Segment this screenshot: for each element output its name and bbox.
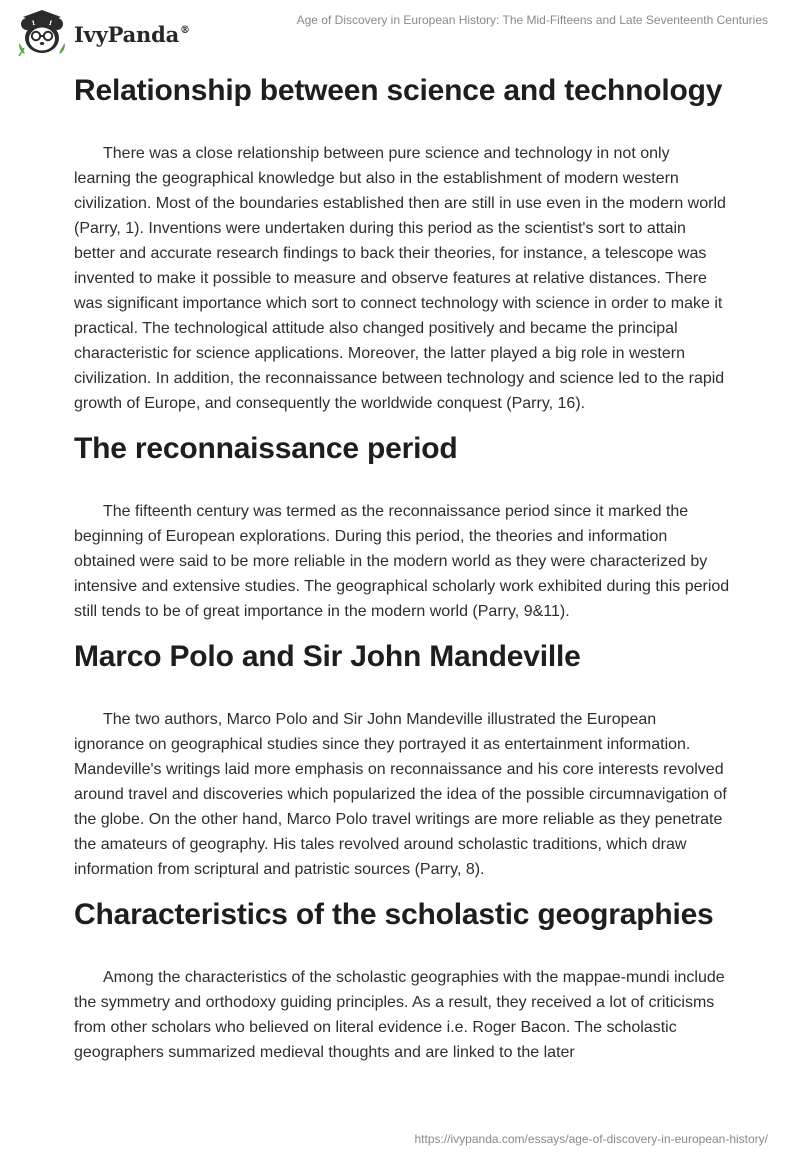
brand[interactable] [14, 8, 190, 58]
section-paragraph: Among the characteristics of the scholastic geographies with the mappae-mundi include the symmetry and orthodoxy guiding principles. As a result, they received a lot of criticisms from other scholars who believed on literal evidence i.e. Roger Bacon. The scholastic geographers summarized medieval thoughts and are linked to the later [74, 969, 725, 1061]
source-url-link[interactable]: https://ivypanda.com/essays/age-of-discovery-in-european-history/ [414, 1132, 768, 1146]
section-paragraph: The two authors, Marco Polo and Sir John Mandeville illustrated the European ignorance on geographical studies since they portrayed it as entertainment information. Mandeville's writings laid more emphasis on reconnaissance and his core interests revolved around travel and discoveries which popularized the idea of the possible circumnavigation of the globe. On the other hand, Marco Polo travel writings are more reliable as they penetrate the amateurs of geography. His tales revolved around scholastic traditions, which draw information from scriptural and patristic sources (Parry, 8). [74, 711, 727, 878]
section-heading: Marco Polo and Sir John Mandeville [74, 640, 581, 673]
section-paragraph: The fifteenth century was termed as the reconnaissance period since it marked the beginning of European explorations. During this period, the theories and information obtained were said to be more reliable in the modern world as they were characterized by intensive and extensive studies. The geographical scholarly work exhibited during this period still tends to be of great importance in the modern world (Parry, 9&11). [74, 503, 730, 620]
brand-name: IvyPanda® [74, 21, 190, 47]
section-heading: Characteristics of the scholastic geographies [74, 898, 714, 931]
article-body [74, 71, 730, 1078]
section-heading: Relationship between science and technology [74, 74, 723, 107]
panda-logo-icon [14, 8, 70, 58]
document-title: Age of Discovery in European History: The Mid-Fifteens and Late Seventeenth Centuries [296, 13, 768, 27]
section-heading: The reconnaissance period [74, 432, 458, 465]
section-paragraph: There was a close relationship between pure science and technology in not only learning the geographical knowledge but also in the establishment of modern western civilization. Most of the boundaries established then are still in use even in the modern world (Parry, 1). Inventions were undertaken during this period as the scientist's sort to attain better and accurate research findings to back their theories, for instance, a telescope was invented to make it possible to measure and observe features at relative distances. There was significant importance which sort to connect technology with science in order to make it practical. The technological attitude also changed positively and became the principal characteristic for science applications. Moreover, the latter played a big role in western civilization. In addition, the reconnaissance between technology and science led to the rapid growth of Europe, and consequently the worldwide conquest (Parry, 16). [74, 145, 726, 412]
